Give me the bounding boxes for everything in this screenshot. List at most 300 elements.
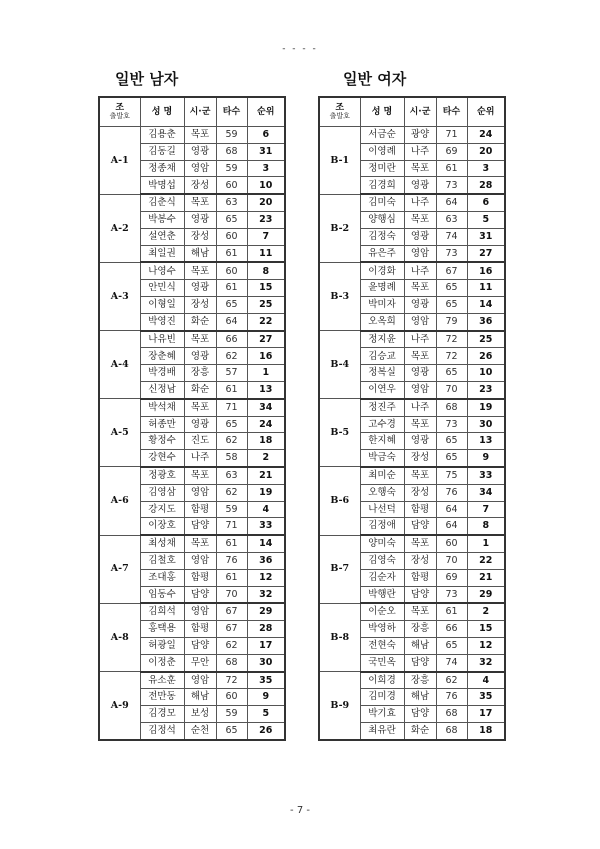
city-cell: 영광 (184, 143, 216, 160)
rank-cell: 2 (467, 603, 505, 620)
roster-body (319, 127, 505, 740)
city-cell: 담양 (184, 518, 216, 535)
rank-cell: 9 (247, 689, 285, 706)
header-rank: 순위 (467, 97, 505, 127)
rank-cell: 21 (247, 467, 285, 484)
group-cell: A-6 (99, 467, 140, 535)
header-score: 타수 (216, 97, 247, 127)
rank-cell: 31 (247, 143, 285, 160)
rank-cell: 25 (247, 296, 285, 313)
rank-cell: 5 (467, 211, 505, 228)
name-cell: 허광일 (140, 637, 184, 654)
rank-cell: 6 (467, 194, 505, 211)
name-cell: 최미순 (360, 467, 404, 484)
city-cell: 해남 (404, 689, 436, 706)
city-cell: 나주 (404, 194, 436, 211)
score-cell: 64 (216, 313, 247, 330)
name-cell: 박석채 (140, 399, 184, 416)
name-cell: 김영숙 (360, 552, 404, 569)
rank-cell: 18 (467, 722, 505, 739)
city-cell: 목포 (184, 535, 216, 552)
name-cell: 김정석 (140, 722, 184, 739)
score-cell: 58 (216, 450, 247, 467)
city-cell: 담양 (184, 637, 216, 654)
rank-cell: 14 (467, 296, 505, 313)
score-cell: 70 (436, 552, 467, 569)
city-cell: 목포 (184, 262, 216, 279)
city-cell: 담양 (184, 586, 216, 603)
rank-cell: 15 (247, 280, 285, 297)
group-cell: A-2 (99, 194, 140, 262)
name-cell: 나영수 (140, 262, 184, 279)
name-cell: 허종만 (140, 416, 184, 433)
score-cell: 69 (436, 143, 467, 160)
name-cell: 전현숙 (360, 637, 404, 654)
score-cell: 71 (436, 127, 467, 144)
name-cell: 박경배 (140, 365, 184, 382)
rank-cell: 7 (467, 501, 505, 518)
rank-cell: 1 (467, 535, 505, 552)
rank-cell: 19 (467, 399, 505, 416)
score-cell: 64 (436, 518, 467, 535)
score-cell: 65 (216, 211, 247, 228)
city-cell: 함평 (184, 501, 216, 518)
score-cell: 74 (436, 654, 467, 671)
city-cell: 목포 (404, 535, 436, 552)
city-cell: 해남 (404, 637, 436, 654)
name-cell: 한지혜 (360, 433, 404, 450)
group-cell: B-6 (319, 467, 360, 535)
score-cell: 60 (216, 262, 247, 279)
rank-cell: 18 (247, 433, 285, 450)
top-mark: - - - - (282, 44, 318, 54)
table-row (99, 672, 285, 689)
name-cell: 이장호 (140, 518, 184, 535)
group-cell: B-1 (319, 127, 360, 195)
city-cell: 나주 (404, 143, 436, 160)
header-group: 조 출발호 (99, 97, 140, 127)
rank-cell: 25 (467, 331, 505, 348)
name-cell: 박영하 (360, 621, 404, 638)
city-cell: 순천 (184, 722, 216, 739)
city-cell: 영광 (184, 348, 216, 365)
name-cell: 정진주 (360, 399, 404, 416)
name-cell: 신정남 (140, 381, 184, 398)
score-cell: 73 (436, 245, 467, 262)
city-cell: 장흥 (404, 672, 436, 689)
rank-cell: 24 (467, 127, 505, 144)
roster-table-men (98, 96, 286, 741)
city-cell: 목포 (404, 160, 436, 177)
name-cell: 고수경 (360, 416, 404, 433)
city-cell: 해남 (184, 689, 216, 706)
score-cell: 65 (436, 296, 467, 313)
header-city: 시·군 (404, 97, 436, 127)
score-cell: 73 (436, 416, 467, 433)
score-cell: 61 (436, 603, 467, 620)
rank-cell: 36 (247, 552, 285, 569)
city-cell: 담양 (404, 586, 436, 603)
table-row (319, 194, 505, 211)
header-rank: 순위 (247, 97, 285, 127)
group-cell: A-9 (99, 672, 140, 740)
name-cell: 설연춘 (140, 228, 184, 245)
name-cell: 김정숙 (360, 228, 404, 245)
score-cell: 72 (436, 331, 467, 348)
group-cell: B-4 (319, 331, 360, 399)
score-cell: 65 (436, 280, 467, 297)
city-cell: 목포 (184, 194, 216, 211)
rank-cell: 4 (247, 501, 285, 518)
score-cell: 76 (436, 689, 467, 706)
city-cell: 목포 (404, 348, 436, 365)
name-cell: 서금순 (360, 127, 404, 144)
name-cell: 임동수 (140, 586, 184, 603)
city-cell: 영광 (404, 296, 436, 313)
page-number: - 7 - (290, 805, 310, 816)
city-cell: 목포 (404, 416, 436, 433)
rank-cell: 10 (247, 177, 285, 194)
group-cell: B-8 (319, 603, 360, 671)
group-cell: B-5 (319, 399, 360, 467)
score-cell: 60 (216, 177, 247, 194)
score-cell: 63 (216, 194, 247, 211)
rank-cell: 21 (467, 569, 505, 586)
score-cell: 61 (436, 160, 467, 177)
name-cell: 정미란 (360, 160, 404, 177)
rank-cell: 11 (467, 280, 505, 297)
city-cell: 장성 (404, 552, 436, 569)
group-cell: A-5 (99, 399, 140, 467)
score-cell: 63 (436, 211, 467, 228)
city-cell: 목포 (184, 127, 216, 144)
score-cell: 69 (436, 569, 467, 586)
rank-cell: 35 (467, 689, 505, 706)
rank-cell: 2 (247, 450, 285, 467)
city-cell: 영암 (184, 672, 216, 689)
name-cell: 박명섭 (140, 177, 184, 194)
name-cell: 박기효 (360, 706, 404, 723)
rank-cell: 28 (467, 177, 505, 194)
table-row (319, 331, 505, 348)
city-cell: 담양 (404, 518, 436, 535)
rank-cell: 3 (247, 160, 285, 177)
name-cell: 정복실 (360, 365, 404, 382)
name-cell: 김순자 (360, 569, 404, 586)
score-cell: 65 (216, 416, 247, 433)
name-cell: 오옥희 (360, 313, 404, 330)
score-cell: 73 (436, 586, 467, 603)
rank-cell: 19 (247, 484, 285, 501)
name-cell: 양미숙 (360, 535, 404, 552)
rank-cell: 23 (247, 211, 285, 228)
name-cell: 김영삼 (140, 484, 184, 501)
header-name: 성 명 (360, 97, 404, 127)
table-row (99, 331, 285, 348)
table-row (99, 467, 285, 484)
score-cell: 66 (216, 331, 247, 348)
rank-cell: 31 (467, 228, 505, 245)
city-cell: 함평 (404, 501, 436, 518)
score-cell: 65 (436, 450, 467, 467)
city-cell: 영암 (404, 313, 436, 330)
table-row (99, 194, 285, 211)
city-cell: 장흥 (404, 621, 436, 638)
table-row (99, 535, 285, 552)
header-group: 조 출발호 (319, 97, 360, 127)
name-cell: 정종채 (140, 160, 184, 177)
rank-cell: 12 (467, 637, 505, 654)
score-cell: 62 (216, 637, 247, 654)
score-cell: 59 (216, 501, 247, 518)
score-cell: 71 (216, 518, 247, 535)
city-cell: 해남 (184, 245, 216, 262)
city-cell: 목포 (184, 399, 216, 416)
table-row (319, 535, 505, 552)
rank-cell: 29 (247, 603, 285, 620)
city-cell: 광양 (404, 127, 436, 144)
name-cell: 박행란 (360, 586, 404, 603)
name-cell: 정광호 (140, 467, 184, 484)
name-cell: 안민식 (140, 280, 184, 297)
name-cell: 이영례 (360, 143, 404, 160)
city-cell: 영암 (404, 245, 436, 262)
name-cell: 김경모 (140, 706, 184, 723)
city-cell: 영암 (404, 381, 436, 398)
name-cell: 최일권 (140, 245, 184, 262)
score-cell: 60 (216, 228, 247, 245)
score-cell: 65 (216, 296, 247, 313)
name-cell: 나유빈 (140, 331, 184, 348)
name-cell: 홍택용 (140, 621, 184, 638)
rank-cell: 16 (247, 348, 285, 365)
rank-cell: 28 (247, 621, 285, 638)
group-cell: A-4 (99, 331, 140, 399)
score-cell: 61 (216, 245, 247, 262)
table-row (99, 603, 285, 620)
rank-cell: 6 (247, 127, 285, 144)
header-row (319, 97, 505, 127)
score-cell: 65 (436, 637, 467, 654)
city-cell: 화순 (184, 313, 216, 330)
city-cell: 나주 (404, 331, 436, 348)
name-cell: 황정수 (140, 433, 184, 450)
rank-cell: 27 (247, 331, 285, 348)
score-cell: 73 (436, 177, 467, 194)
score-cell: 68 (216, 654, 247, 671)
score-cell: 57 (216, 365, 247, 382)
city-cell: 함평 (184, 569, 216, 586)
score-cell: 76 (216, 552, 247, 569)
rank-cell: 33 (467, 467, 505, 484)
section-title-women: 일반 여자 (343, 70, 407, 88)
name-cell: 김미경 (360, 689, 404, 706)
city-cell: 보성 (184, 706, 216, 723)
group-cell: A-8 (99, 603, 140, 671)
name-cell: 김정애 (360, 518, 404, 535)
score-cell: 68 (436, 706, 467, 723)
header-score: 타수 (436, 97, 467, 127)
group-cell: A-3 (99, 262, 140, 330)
rank-cell: 23 (467, 381, 505, 398)
rank-cell: 33 (247, 518, 285, 535)
name-cell: 양행심 (360, 211, 404, 228)
group-cell: A-7 (99, 535, 140, 603)
city-cell: 목포 (404, 467, 436, 484)
rank-cell: 24 (247, 416, 285, 433)
city-cell: 장성 (404, 484, 436, 501)
name-cell: 이연우 (360, 381, 404, 398)
score-cell: 74 (436, 228, 467, 245)
name-cell: 조대홍 (140, 569, 184, 586)
group-cell: B-9 (319, 672, 360, 740)
name-cell: 나선덕 (360, 501, 404, 518)
city-cell: 장흥 (184, 365, 216, 382)
score-cell: 62 (216, 484, 247, 501)
rank-cell: 27 (467, 245, 505, 262)
table-row (99, 127, 285, 144)
name-cell: 김승교 (360, 348, 404, 365)
city-cell: 함평 (404, 569, 436, 586)
score-cell: 62 (216, 348, 247, 365)
rank-cell: 17 (247, 637, 285, 654)
score-cell: 66 (436, 621, 467, 638)
name-cell: 김희석 (140, 603, 184, 620)
table-row (319, 467, 505, 484)
city-cell: 영암 (184, 160, 216, 177)
city-cell: 영암 (184, 603, 216, 620)
city-cell: 목포 (184, 467, 216, 484)
name-cell: 최유란 (360, 722, 404, 739)
rank-cell: 13 (467, 433, 505, 450)
section-title-men: 일반 남자 (115, 70, 179, 88)
table-row (99, 262, 285, 279)
name-cell: 강지도 (140, 501, 184, 518)
score-cell: 67 (436, 262, 467, 279)
score-cell: 64 (436, 194, 467, 211)
city-cell: 장성 (184, 228, 216, 245)
city-cell: 나주 (184, 450, 216, 467)
city-cell: 담양 (404, 706, 436, 723)
score-cell: 62 (436, 672, 467, 689)
rank-cell: 16 (467, 262, 505, 279)
score-cell: 72 (436, 348, 467, 365)
rank-cell: 34 (467, 484, 505, 501)
city-cell: 영광 (404, 433, 436, 450)
score-cell: 61 (216, 280, 247, 297)
city-cell: 나주 (404, 262, 436, 279)
header-row (99, 97, 285, 127)
score-cell: 67 (216, 621, 247, 638)
rank-cell: 30 (467, 416, 505, 433)
name-cell: 김동길 (140, 143, 184, 160)
rank-cell: 22 (467, 552, 505, 569)
name-cell: 이희경 (360, 672, 404, 689)
name-cell: 윤명례 (360, 280, 404, 297)
city-cell: 영광 (184, 280, 216, 297)
name-cell: 김춘식 (140, 194, 184, 211)
city-cell: 영광 (404, 365, 436, 382)
name-cell: 최성채 (140, 535, 184, 552)
name-cell: 김용춘 (140, 127, 184, 144)
city-cell: 나주 (404, 399, 436, 416)
rank-cell: 12 (247, 569, 285, 586)
name-cell: 유은주 (360, 245, 404, 262)
score-cell: 65 (216, 722, 247, 739)
rank-cell: 22 (247, 313, 285, 330)
name-cell: 박영진 (140, 313, 184, 330)
score-cell: 59 (216, 127, 247, 144)
score-cell: 64 (436, 501, 467, 518)
rank-cell: 14 (247, 535, 285, 552)
score-cell: 59 (216, 706, 247, 723)
rank-cell: 20 (247, 194, 285, 211)
score-cell: 72 (216, 672, 247, 689)
rank-cell: 10 (467, 365, 505, 382)
rank-cell: 29 (467, 586, 505, 603)
city-cell: 영암 (184, 484, 216, 501)
rank-cell: 13 (247, 381, 285, 398)
rank-cell: 36 (467, 313, 505, 330)
city-cell: 담양 (404, 654, 436, 671)
group-cell: B-7 (319, 535, 360, 603)
name-cell: 김철호 (140, 552, 184, 569)
name-cell: 유소훈 (140, 672, 184, 689)
city-cell: 장성 (184, 296, 216, 313)
score-cell: 65 (436, 365, 467, 382)
score-cell: 63 (216, 467, 247, 484)
name-cell: 이순오 (360, 603, 404, 620)
score-cell: 68 (436, 722, 467, 739)
roster-body (99, 127, 285, 740)
score-cell: 60 (436, 535, 467, 552)
table-row (319, 672, 505, 689)
group-cell: A-1 (99, 127, 140, 195)
city-cell: 진도 (184, 433, 216, 450)
city-cell: 화순 (184, 381, 216, 398)
rank-cell: 30 (247, 654, 285, 671)
rank-cell: 11 (247, 245, 285, 262)
rank-cell: 26 (247, 722, 285, 739)
score-cell: 61 (216, 381, 247, 398)
name-cell: 이정춘 (140, 654, 184, 671)
rank-cell: 20 (467, 143, 505, 160)
score-cell: 68 (216, 143, 247, 160)
score-cell: 60 (216, 689, 247, 706)
rank-cell: 1 (247, 365, 285, 382)
score-cell: 61 (216, 569, 247, 586)
city-cell: 영광 (404, 177, 436, 194)
rank-cell: 7 (247, 228, 285, 245)
score-cell: 59 (216, 160, 247, 177)
city-cell: 장성 (404, 450, 436, 467)
rank-cell: 34 (247, 399, 285, 416)
table-row (319, 262, 505, 279)
name-cell: 오행숙 (360, 484, 404, 501)
name-cell: 장춘혜 (140, 348, 184, 365)
rank-cell: 5 (247, 706, 285, 723)
header-name: 성 명 (140, 97, 184, 127)
group-cell: B-2 (319, 194, 360, 262)
score-cell: 75 (436, 467, 467, 484)
city-cell: 무안 (184, 654, 216, 671)
score-cell: 71 (216, 399, 247, 416)
city-cell: 영광 (404, 228, 436, 245)
rank-cell: 35 (247, 672, 285, 689)
city-cell: 목포 (404, 603, 436, 620)
score-cell: 70 (436, 381, 467, 398)
rank-cell: 8 (467, 518, 505, 535)
